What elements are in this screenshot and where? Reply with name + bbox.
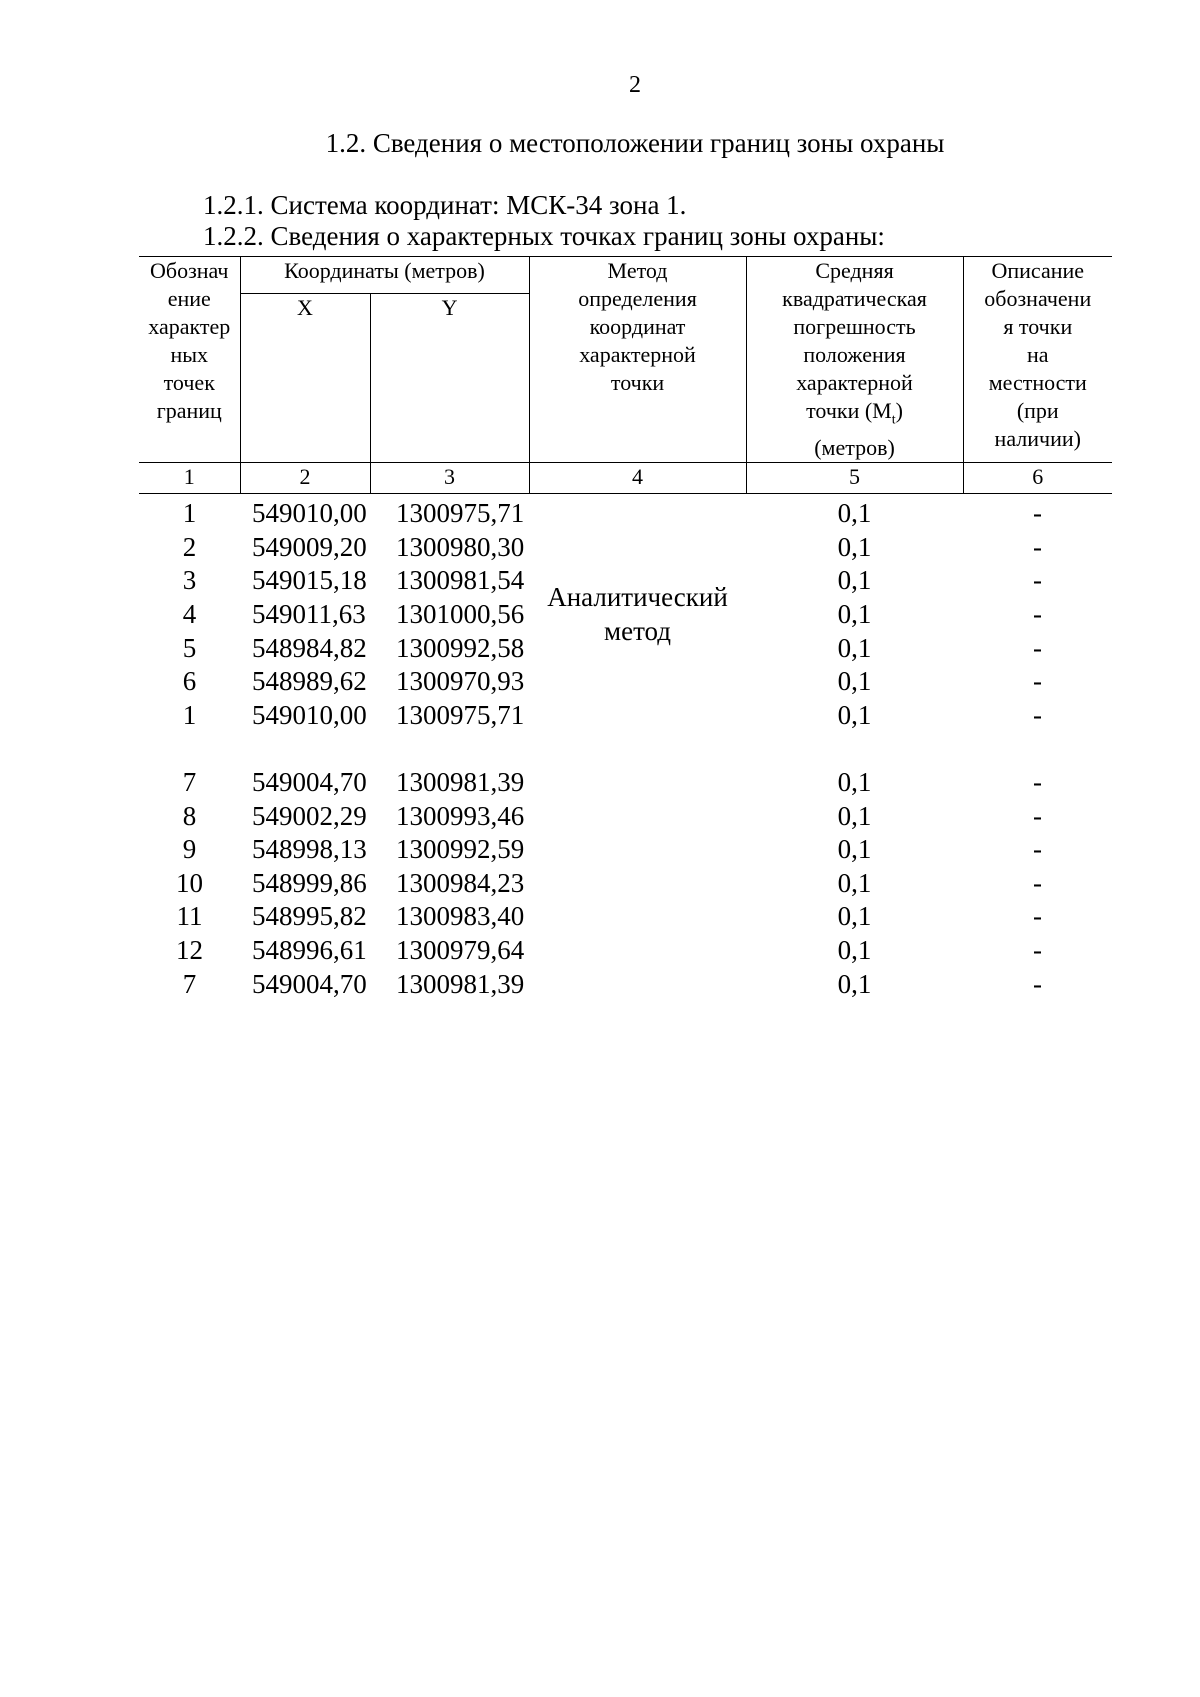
header-x: X <box>240 294 370 463</box>
y-coordinate: 1300975,71 <box>396 699 525 730</box>
y-coordinate: 1300992,58 <box>396 632 525 663</box>
y-coordinate: 1300979,64 <box>396 934 525 965</box>
column-number: 3 <box>370 463 529 494</box>
error-value: 0,1 <box>837 901 872 932</box>
x-coordinate: 549004,70 <box>252 968 367 999</box>
point-number: 6 <box>182 666 197 697</box>
point-number: 8 <box>182 800 197 831</box>
coordinate-system-line: 1.2.1. Система координат: МСК-34 зона 1. <box>203 190 687 220</box>
description-value: - <box>1033 766 1043 797</box>
error-value: 0,1 <box>837 968 872 999</box>
header-coordinates: Координаты (метров) <box>240 257 529 294</box>
error-value: 0,1 <box>837 666 872 697</box>
point-number: 12 <box>176 934 203 965</box>
x-coordinate: 549010,00 <box>252 699 367 730</box>
point-number: 5 <box>182 632 197 663</box>
description-value: - <box>1033 565 1043 596</box>
error-value: 0,1 <box>837 699 872 730</box>
point-number: 1 <box>182 498 197 529</box>
error-value: 0,1 <box>837 800 872 831</box>
y-coordinate: 1300993,46 <box>396 800 525 831</box>
table-row <box>139 832 1112 866</box>
x-coordinate: 548996,61 <box>252 934 367 965</box>
column-number: 4 <box>529 463 746 494</box>
table-row <box>139 765 1112 799</box>
error-value: 0,1 <box>837 598 872 629</box>
error-value: 0,1 <box>837 531 872 562</box>
x-coordinate: 549011,63 <box>252 598 366 629</box>
header-error: Средняя квадратическая погрешность положения характерной точки $(M_t)$ (метров) <box>746 257 963 463</box>
description-value: - <box>1033 968 1043 999</box>
point-number: 9 <box>182 834 197 865</box>
error-value: 0,1 <box>837 834 872 865</box>
method-value: Аналитический метод <box>547 581 728 646</box>
table-row <box>139 967 1112 1001</box>
table-row <box>139 494 1112 530</box>
x-coordinate: 549002,29 <box>252 800 367 831</box>
x-coordinate: 548998,13 <box>252 834 367 865</box>
error-value: 0,1 <box>837 498 872 529</box>
description-value: - <box>1033 901 1043 932</box>
description-value: - <box>1033 666 1043 697</box>
column-number: 1 <box>139 463 240 494</box>
header-designation: Обознач ение характер ных точек границ <box>139 257 240 463</box>
column-number: 6 <box>963 463 1112 494</box>
point-number: 7 <box>182 968 197 999</box>
y-coordinate: 1300970,93 <box>396 666 525 697</box>
x-coordinate: 549015,18 <box>252 565 367 596</box>
column-number: 5 <box>746 463 963 494</box>
description-value: - <box>1033 867 1043 898</box>
x-coordinate: 548995,82 <box>252 901 367 932</box>
y-coordinate: 1300981,39 <box>396 766 525 797</box>
header-method: Метод определения координат характерной точки <box>529 257 746 463</box>
description-value: - <box>1033 834 1043 865</box>
y-coordinate: 1300981,39 <box>396 968 525 999</box>
description-value: - <box>1033 598 1043 629</box>
table-row <box>139 799 1112 833</box>
error-value: 0,1 <box>837 766 872 797</box>
header-y: Y <box>370 294 529 463</box>
x-coordinate: 549009,20 <box>252 531 367 562</box>
header-description: Описание обозначени я точки на местности (при наличии) <box>963 257 1112 463</box>
error-value: 0,1 <box>837 565 872 596</box>
x-coordinate: 548989,62 <box>252 666 367 697</box>
section-title: 1.2. Сведения о местоположении границ зоны охраны <box>325 128 945 158</box>
description-value: - <box>1033 498 1043 529</box>
description-value: - <box>1033 531 1043 562</box>
x-coordinate: 549010,00 <box>252 498 367 529</box>
description-value: - <box>1033 632 1043 663</box>
y-coordinate: 1300984,23 <box>396 867 525 898</box>
point-number: 11 <box>176 901 203 932</box>
point-number: 4 <box>182 598 197 629</box>
y-coordinate: 1300981,54 <box>396 565 525 596</box>
error-value: 0,1 <box>837 934 872 965</box>
point-number: 7 <box>182 766 197 797</box>
points-info-line: 1.2.2. Сведения о характерных точках границ зоны охраны: <box>203 221 885 251</box>
group-separator <box>139 732 1112 766</box>
x-coordinate: 548999,86 <box>252 867 367 898</box>
y-coordinate: 1301000,56 <box>396 598 525 629</box>
y-coordinate: 1300980,30 <box>396 531 525 562</box>
column-number: 2 <box>240 463 370 494</box>
error-value: 0,1 <box>837 867 872 898</box>
description-value: - <box>1033 800 1043 831</box>
table-row <box>139 933 1112 967</box>
point-number: 1 <box>182 699 197 730</box>
y-coordinate: 1300992,59 <box>396 834 525 865</box>
y-coordinate: 1300983,40 <box>396 901 525 932</box>
point-number: 10 <box>176 867 203 898</box>
description-value: - <box>1033 699 1043 730</box>
point-number: 2 <box>182 531 197 562</box>
table-row <box>139 866 1112 900</box>
error-value: 0,1 <box>837 632 872 663</box>
description-value: - <box>1033 934 1043 965</box>
point-number: 3 <box>182 565 197 596</box>
y-coordinate: 1300975,71 <box>396 498 525 529</box>
boundary-points-table <box>139 256 1112 1000</box>
x-coordinate: 549004,70 <box>252 766 367 797</box>
x-coordinate: 548984,82 <box>252 632 367 663</box>
table-row <box>139 900 1112 934</box>
page-number: 2 <box>629 72 641 98</box>
